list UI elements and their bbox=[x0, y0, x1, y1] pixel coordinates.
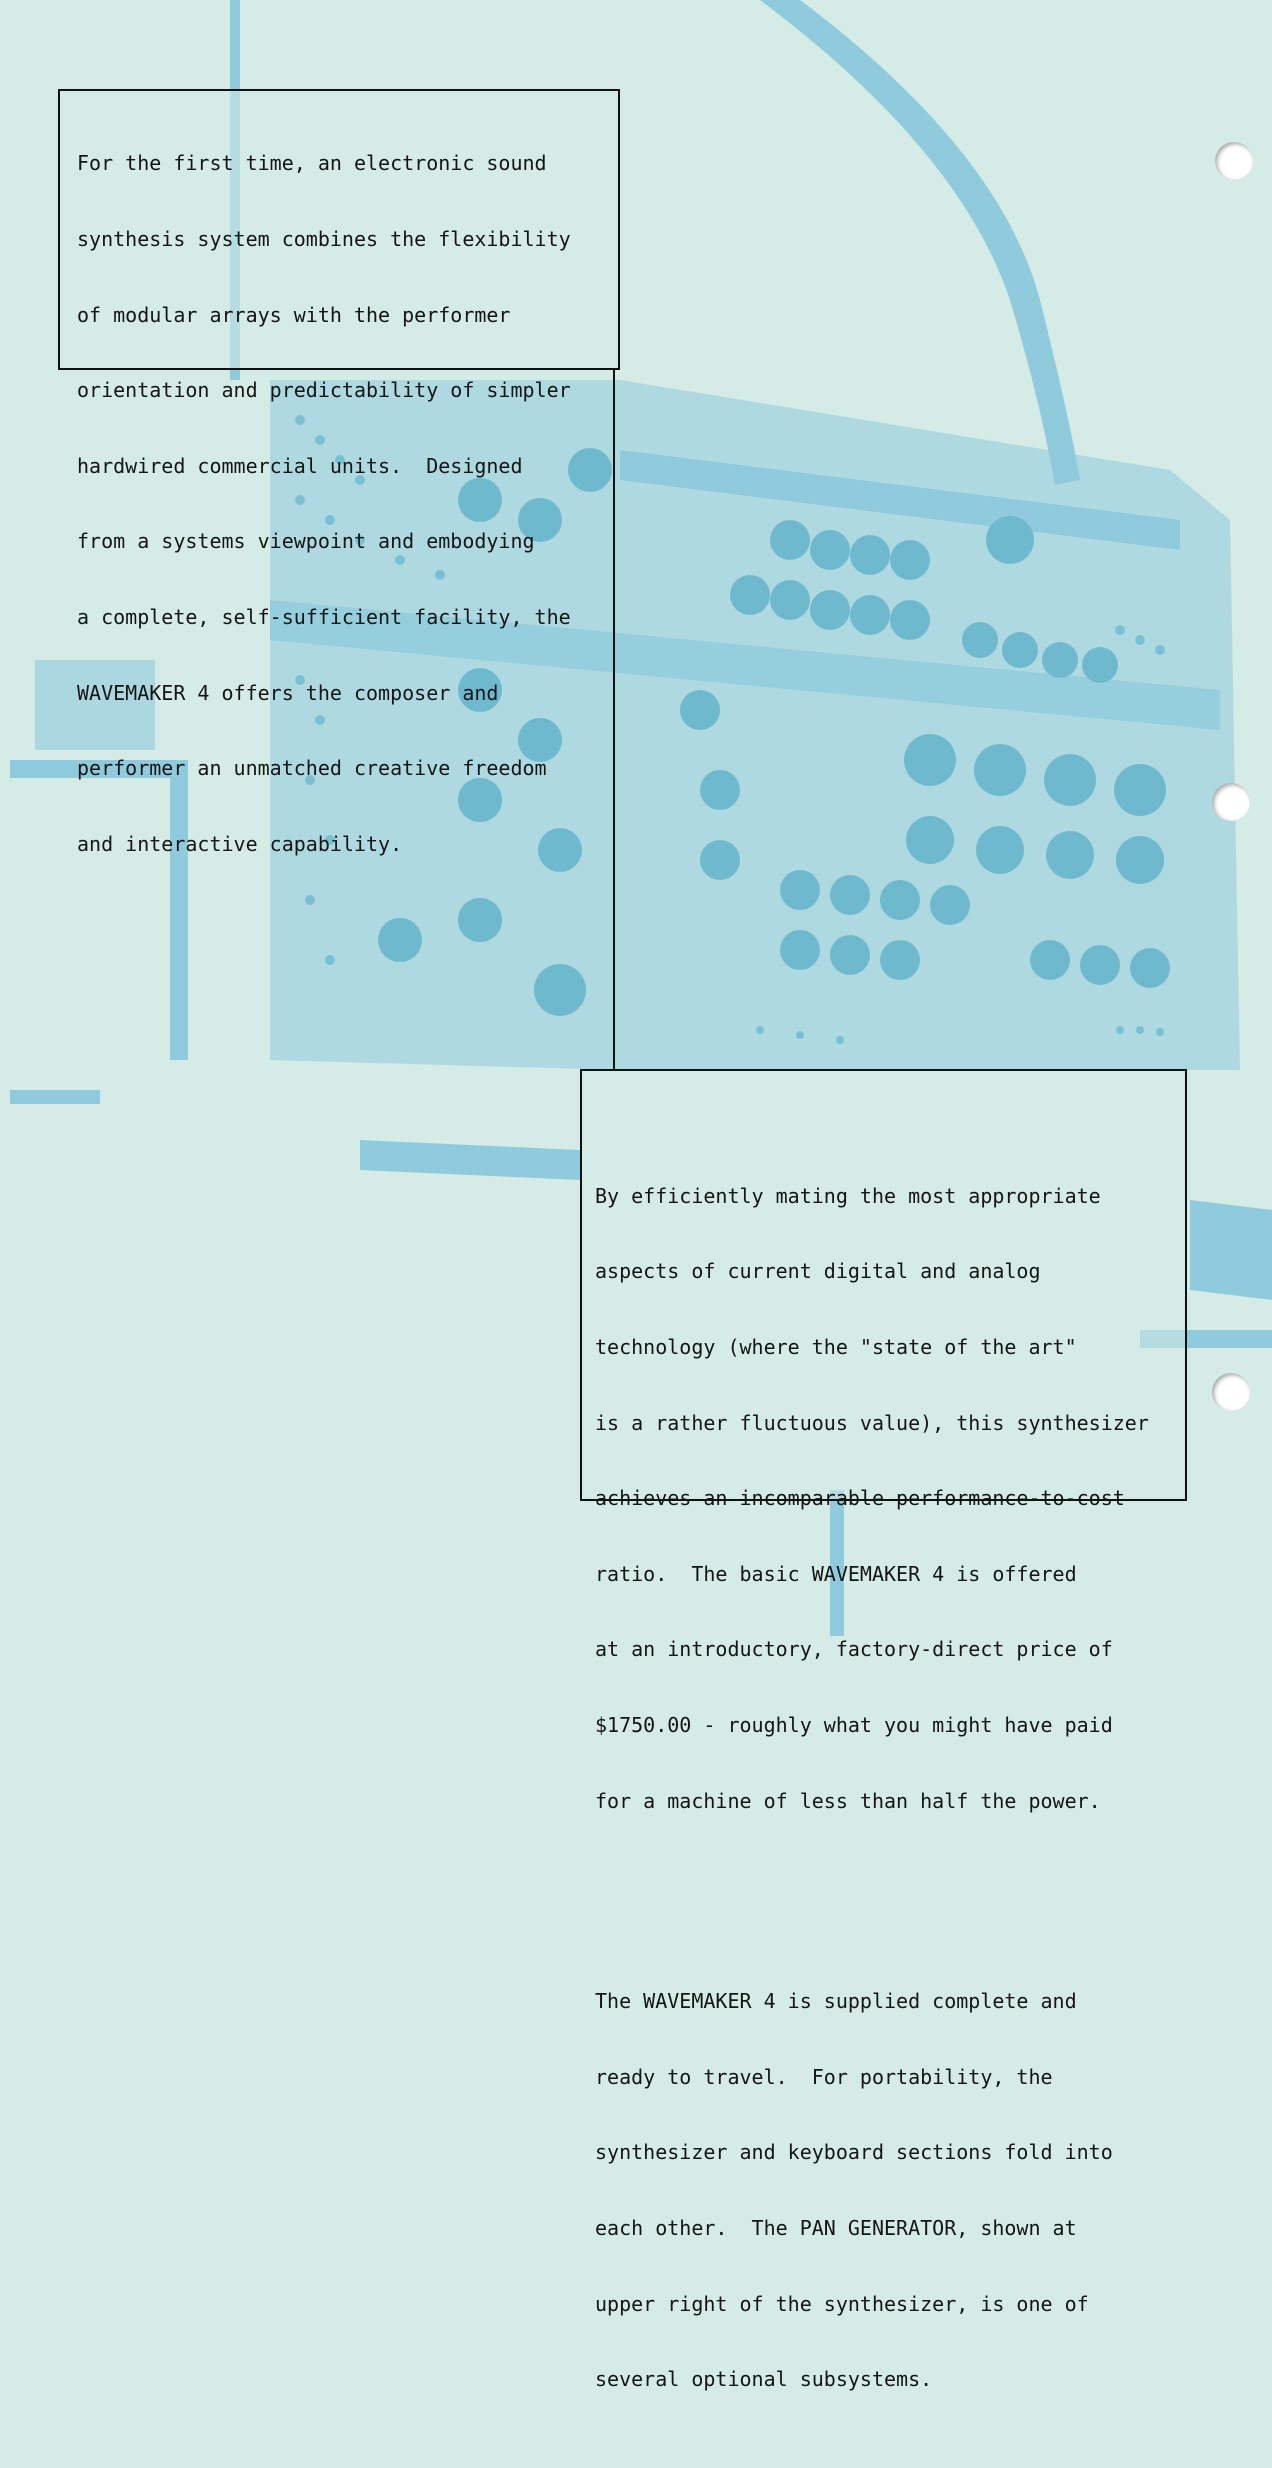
pricing-line: ratio. The basic WAVEMAKER 4 is offered bbox=[595, 1561, 1077, 1586]
pricing-line: aspects of current digital and analog bbox=[595, 1259, 1041, 1284]
intro-line: For the first time, an electronic sound bbox=[77, 151, 547, 176]
portability-line: upper right of the synthesizer, is one of bbox=[595, 2291, 1089, 2316]
pricing-paragraph bbox=[595, 1133, 1185, 1864]
portability-line: The WAVEMAKER 4 is supplied complete and bbox=[595, 1989, 1077, 2014]
details-text-box bbox=[580, 1069, 1187, 2392]
pricing-line: is a rather fluctuous value), this synthesizer bbox=[595, 1410, 1149, 1435]
portability-line: ready to travel. For portability, the bbox=[595, 2064, 1053, 2089]
portability-paragraph bbox=[595, 1939, 1185, 2443]
pricing-line: at an introductory, factory-direct price of bbox=[595, 1637, 1113, 1662]
portability-line: several optional subsystems. bbox=[595, 2367, 933, 2392]
pricing-line: technology (where the "state of the art" bbox=[595, 1335, 1077, 1360]
binder-hole-middle bbox=[1212, 783, 1250, 821]
pricing-line: By efficiently mating the most appropriate bbox=[595, 1183, 1101, 1208]
binder-hole-bottom bbox=[1212, 1373, 1250, 1411]
portability-line: synthesizer and keyboard sections fold into bbox=[595, 2140, 1113, 2165]
intro-line: hardwired commercial units. Designed bbox=[77, 453, 523, 478]
intro-line: synthesis system combines the flexibility bbox=[77, 227, 571, 252]
pricing-line: for a machine of less than half the power. bbox=[595, 1788, 1101, 1813]
intro-line: orientation and predictability of simpler bbox=[77, 378, 571, 403]
intro-text-box bbox=[58, 89, 620, 856]
binder-hole-top bbox=[1215, 142, 1253, 180]
portability-line: each other. The PAN GENERATOR, shown at bbox=[595, 2215, 1077, 2240]
intro-line: from a systems viewpoint and embodying bbox=[77, 529, 535, 554]
intro-line: and interactive capability. bbox=[77, 831, 403, 856]
pricing-line: $1750.00 - roughly what you might have paid bbox=[595, 1713, 1113, 1738]
intro-line: a complete, self-sufficient facility, the bbox=[77, 605, 571, 630]
intro-line: of modular arrays with the performer bbox=[77, 302, 511, 327]
intro-line: performer an unmatched creative freedom bbox=[77, 756, 547, 781]
intro-line: WAVEMAKER 4 offers the composer and bbox=[77, 680, 499, 705]
pricing-line: achieves an incomparable performance-to-cost bbox=[595, 1486, 1125, 1511]
